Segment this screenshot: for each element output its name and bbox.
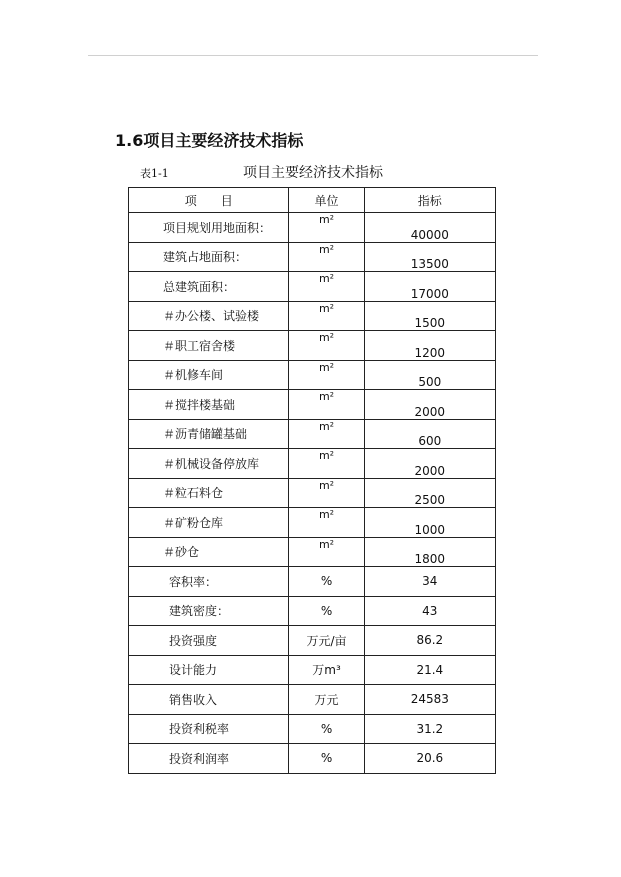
header-value: 指标: [364, 188, 495, 213]
row-unit: %: [289, 744, 364, 774]
row-unit: m²: [289, 242, 364, 272]
row-unit: m²: [289, 360, 364, 390]
row-value: 500: [364, 360, 495, 390]
row-item: 总建筑面积：: [129, 272, 289, 302]
row-value: 1200: [364, 331, 495, 361]
row-item: 容积率：: [129, 567, 289, 597]
row-item: 设计能力: [129, 655, 289, 685]
table-body: [129, 213, 496, 774]
header-item: 项 目: [129, 188, 289, 213]
row-unit: m²: [289, 301, 364, 331]
row-value: 1000: [364, 508, 495, 538]
table-row: [129, 596, 496, 626]
row-unit: m²: [289, 331, 364, 361]
table-row: [129, 685, 496, 715]
row-unit: 万m³: [289, 655, 364, 685]
row-value: 2500: [364, 478, 495, 508]
table-row: [129, 537, 496, 567]
row-item: ＃搅拌楼基础: [129, 390, 289, 420]
table-caption-title: 项目主要经济技术指标: [243, 165, 383, 181]
table-row: [129, 419, 496, 449]
row-item: 建筑密度：: [129, 596, 289, 626]
table-row: [129, 478, 496, 508]
row-item: ＃机械设备停放库: [129, 449, 289, 479]
row-unit: m²: [289, 390, 364, 420]
row-value: 1500: [364, 301, 495, 331]
row-unit: m²: [289, 508, 364, 538]
row-unit: %: [289, 596, 364, 626]
row-item: ＃砂仓: [129, 537, 289, 567]
row-unit: m²: [289, 537, 364, 567]
row-value: 31.2: [364, 714, 495, 744]
table-caption-label: 表1-1: [140, 167, 169, 180]
table-row: [129, 714, 496, 744]
row-value: 13500: [364, 242, 495, 272]
row-unit: m²: [289, 449, 364, 479]
table-row: [129, 567, 496, 597]
table-header-row: [129, 188, 496, 213]
row-item: 项目规划用地面积：: [129, 213, 289, 243]
table-row: [129, 213, 496, 243]
header-unit: 单位: [289, 188, 364, 213]
row-unit: m²: [289, 272, 364, 302]
table-row: [129, 508, 496, 538]
row-unit: m²: [289, 419, 364, 449]
table-row: [129, 242, 496, 272]
row-unit: m²: [289, 478, 364, 508]
table-row: [129, 301, 496, 331]
row-item: ＃矿粉仓库: [129, 508, 289, 538]
row-item: ＃沥青储罐基础: [129, 419, 289, 449]
row-item: ＃办公楼、试验楼: [129, 301, 289, 331]
row-value: 20.6: [364, 744, 495, 774]
row-value: 2000: [364, 449, 495, 479]
row-value: 34: [364, 567, 495, 597]
table-row: [129, 331, 496, 361]
row-value: 21.4: [364, 655, 495, 685]
row-value: 2000: [364, 390, 495, 420]
row-item: 投资利税率: [129, 714, 289, 744]
row-value: 600: [364, 419, 495, 449]
row-unit: %: [289, 567, 364, 597]
row-item: ＃职工宿舍楼: [129, 331, 289, 361]
row-value: 40000: [364, 213, 495, 243]
row-item: 销售收入: [129, 685, 289, 715]
row-item: ＃粒石料仓: [129, 478, 289, 508]
table-row: [129, 360, 496, 390]
table-row: [129, 449, 496, 479]
row-unit: 万元/亩: [289, 626, 364, 656]
row-value: 1800: [364, 537, 495, 567]
row-value: 43: [364, 596, 495, 626]
table-row: [129, 744, 496, 774]
row-unit: 万元: [289, 685, 364, 715]
row-unit: m²: [289, 213, 364, 243]
row-unit: %: [289, 714, 364, 744]
row-value: 17000: [364, 272, 495, 302]
header-rule: [88, 55, 538, 56]
indicators-table: [128, 187, 496, 774]
section-title: 1.6项目主要经济技术指标: [115, 131, 304, 150]
table-row: [129, 390, 496, 420]
table-row: [129, 655, 496, 685]
row-item: 投资利润率: [129, 744, 289, 774]
table-row: [129, 272, 496, 302]
row-value: 86.2: [364, 626, 495, 656]
table-row: [129, 626, 496, 656]
row-item: 建筑占地面积：: [129, 242, 289, 272]
row-item: 投资强度: [129, 626, 289, 656]
row-value: 24583: [364, 685, 495, 715]
row-item: ＃机修车间: [129, 360, 289, 390]
